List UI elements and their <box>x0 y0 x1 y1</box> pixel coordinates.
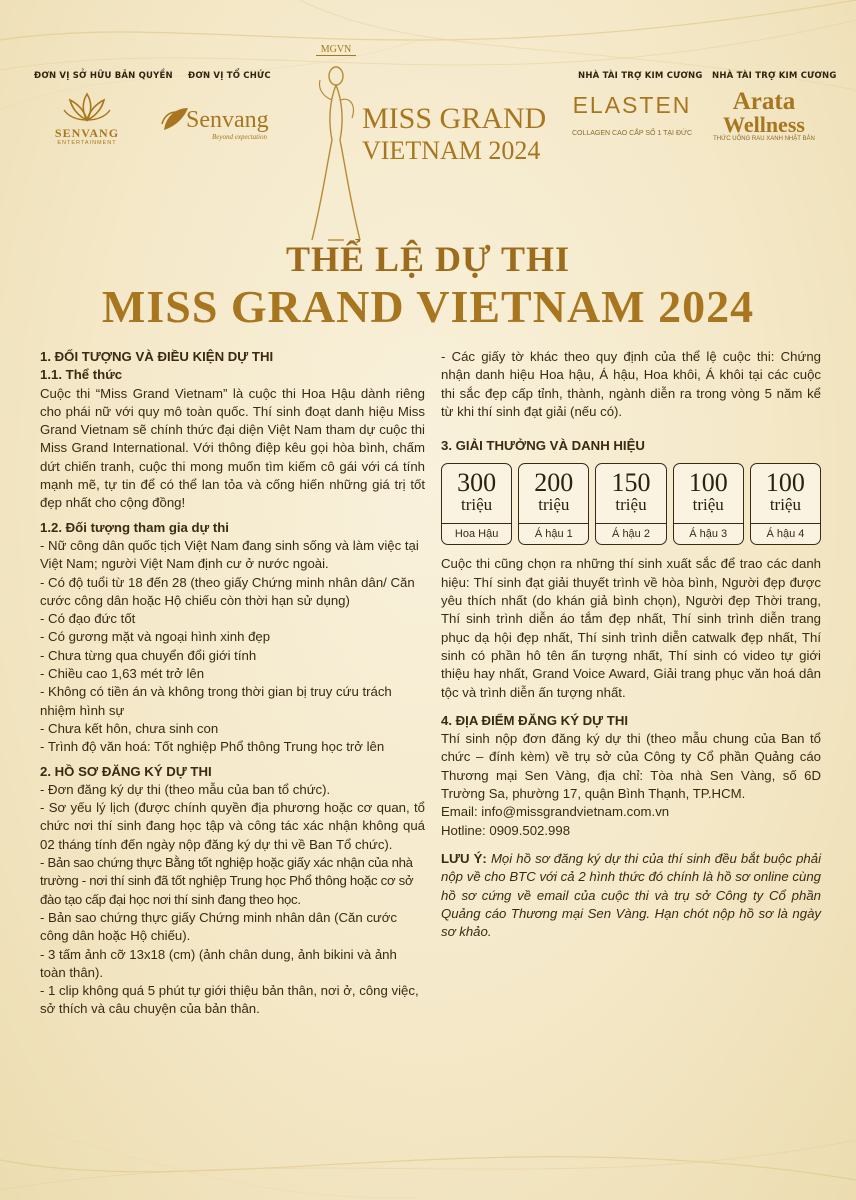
sponsor-label-2: NHÀ TÀI TRỢ KIM CƯƠNG <box>712 71 837 81</box>
eligibility-item: - Có đạo đức tốt <box>40 611 136 627</box>
mgvn-crown-badge: MGVN <box>316 44 356 56</box>
senvang-entertainment-name: SENVANG <box>54 126 120 140</box>
prize-list <box>441 463 821 545</box>
senvang-organizer-name: Senvang <box>186 107 269 133</box>
prize-card <box>750 463 821 545</box>
section-2-heading: 2. HỒ SƠ ĐĂNG KÝ DỰ THI <box>40 763 212 779</box>
woman-silhouette-icon <box>308 60 364 242</box>
miss-grand-logo-line1: MISS GRAND <box>362 102 547 135</box>
section-1-heading: 1. ĐỐI TƯỢNG VÀ ĐIỀU KIỆN DỰ THI <box>40 349 274 364</box>
eligibility-item: - Chưa kết hôn, chưa sinh con <box>40 720 219 736</box>
sponsor-label-1: NHÀ TÀI TRỢ KIM CƯƠNG <box>578 71 703 81</box>
senvang-entertainment-sub: ENTERTAINMENT <box>57 140 117 146</box>
copyright-owner-label: ĐƠN VỊ SỞ HỮU BẢN QUYỀN <box>34 71 173 81</box>
prize-unit: triệu <box>461 495 493 515</box>
section-3-body: Cuộc thi cũng chọn ra những thí sinh xuất sắc để trao các danh hiệu: Thí sinh đạt giải thuyết trình về hòa bình, Người đẹp được yêu thích nhất (do khán giả bình chọn), Người đẹp Thời trang, Thí sinh trình diễn áo tắm đẹp nhất, Thí sinh trình diễn trang phục dạ hội đẹp nhất, Thí sinh trình diễn catwalk đẹp nhất, Thí sinh có phần hô tên ấn tượng nhất, Thí sinh có video tự giới thiệu hay nhất, Grand Voice Award, Giải trang phục văn hoá dân tộc và trình diễn ấn tượng nhất. <box>441 556 821 700</box>
note-label: LƯU Ý: <box>441 850 487 866</box>
page-title-line1: THỂ LỆ DỰ THI <box>285 239 571 279</box>
prize-title: Hoa Hậu <box>442 523 511 544</box>
document-item: - Bản sao chứng thực giấy Chứng minh nhân dân (Căn cước công dân hoặc Hộ chiếu). <box>40 909 397 944</box>
prize-card <box>441 463 512 545</box>
elasten-tagline: COLLAGEN CAO CẤP SỐ 1 TẠI ĐỨC <box>571 130 693 137</box>
prize-title: Á hậu 1 <box>519 523 588 544</box>
document-item: - Bản sao chứng thực Bằng tốt nghiệp hoặc giấy xác nhận của nhà trường - nơi thí sinh đã tốt nghiệp Trung học Phổ thông hoặc cơ sở đào tạo cấp đại học nơi thí sinh đang theo học. <box>40 855 414 907</box>
elasten-name: ELASTEN <box>572 92 692 118</box>
lotus-icon <box>62 92 112 122</box>
eligibility-item: - Có độ tuổi từ 18 đến 28 (theo giấy Chứng minh nhân dân/ Căn cước công dân hoặc Hộ chiếu còn thời hạn sử dụng) <box>40 574 415 608</box>
section-2-continued: - Các giấy tờ khác theo quy định của thể lệ cuộc thi: Chứng nhận danh hiệu Hoa hậu, Á hậu, Hoa khôi, Á khôi tại các cuộc thi sắc đẹp cấp tỉnh, thành, ngành diễn ra trong vòng 5 năm kể từ khi thí sinh đạt giải (nếu có). <box>441 349 821 419</box>
document-item: - 1 clip không quá 5 phút tự giới thiệu bản thân, nơi ở, công việc, sở thích và câu chuyện của bản thân. <box>40 983 419 1017</box>
section-4-heading: 4. ĐỊA ĐIỂM ĐĂNG KÝ DỰ THI <box>441 712 629 728</box>
prize-title: Á hậu 3 <box>674 523 743 544</box>
document-item: - 3 tấm ảnh cỡ 13x18 (cm) (ảnh chân dung, ảnh bikini và ảnh toàn thân). <box>40 946 397 980</box>
eligibility-item: - Trình độ văn hoá: Tốt nghiệp Phổ thông Trung học trở lên <box>40 739 385 755</box>
arata-tagline: THỨC UỐNG RAU XANH NHẬT BẢN <box>713 136 815 142</box>
prize-amount: 300 <box>457 468 497 498</box>
arata-name: Arata <box>732 88 796 115</box>
senvang-entertainment-logo <box>50 92 124 152</box>
prize-amount: 150 <box>611 468 651 498</box>
document-item: - Sơ yếu lý lịch (được chính quyền địa phương hoặc cơ quan, tổ chức nơi thí sinh đang học tập và công tác xác nhận không quá 02 tháng tính đến ngày nộp đăng ký dự thi về Ban Tổ chức). <box>40 800 425 852</box>
prize-amount: 100 <box>688 468 728 498</box>
prize-unit: triệu <box>692 495 724 515</box>
organizer-label: ĐƠN VỊ TỔ CHỨC <box>188 71 271 81</box>
prize-amount: 100 <box>765 468 805 498</box>
prize-unit: triệu <box>769 495 801 515</box>
section-1-1-body: Cuộc thi “Miss Grand Vietnam” là cuộc thi Hoa Hậu dành riêng cho phái nữ với quy mô toàn quốc. Thí sinh đoạt danh hiệu Miss Grand Vietnam sẽ chính thức đại diện Việt Nam tham dự cuộc thi Miss Grand International. Với thông điệp kêu gọi hòa bình, chấm dứt chiến tranh, cuộc thi mong muốn tìm kiếm cô gái với cá tính mạnh mẽ, tự tin để có thể lan tỏa và cống hiến những giá trị tốt đẹp nhất cho cộng đồng! <box>40 385 425 511</box>
right-column <box>441 348 821 941</box>
contact-email: Email: info@missgrandvietnam.com.vn <box>441 804 670 820</box>
prize-title: Á hậu 4 <box>751 523 820 544</box>
eligibility-item: - Có gương mặt và ngoại hình xinh đẹp <box>40 629 271 645</box>
prize-unit: triệu <box>615 495 647 515</box>
prize-card <box>673 463 744 545</box>
document-item: - Đơn đăng ký dự thi (theo mẫu của ban tổ chức). <box>40 781 331 797</box>
prize-unit: triệu <box>538 495 570 515</box>
prize-amount: 200 <box>534 468 574 498</box>
miss-grand-vietnam-logo <box>300 40 560 240</box>
prize-title: Á hậu 2 <box>596 523 665 544</box>
eligibility-item: - Nữ công dân quốc tịch Việt Nam đang sinh sống và làm việc tại Việt Nam; người Việt Nam định cư ở nước ngoài. <box>40 537 419 572</box>
prize-card <box>595 463 666 545</box>
page-title-line2: MISS GRAND VIETNAM 2024 <box>101 281 755 332</box>
section-4-body: Thí sinh nộp đơn đăng ký dự thi (theo mẫu chung của Ban tổ chức – đính kèm) về trụ sở của Công ty Cổ phần Quảng cáo Thương mại Sen Vàng, địa chỉ: Tòa nhà Sen Vàng, số 6D Trường Sa, phường 17, quận Bình Thạnh, TP.HCM. <box>441 731 821 802</box>
section-1-2-heading: 1.2. Đối tượng tham gia dự thi <box>40 519 229 535</box>
left-column <box>40 348 425 1019</box>
section-3-heading: 3. GIẢI THƯỞNG VÀ DANH HIỆU <box>441 438 645 454</box>
wellness-name: Wellness <box>723 112 805 137</box>
eligibility-item: - Chiều cao 1,63 mét trở lên <box>40 666 205 682</box>
miss-grand-logo-line2: VIETNAM 2024 <box>362 136 541 165</box>
contact-hotline: Hotline: 0909.502.998 <box>441 822 571 838</box>
section-1-1-heading: 1.1. Thể thức <box>40 367 123 383</box>
senvang-organizer-tagline: Beyond expectation <box>212 133 268 141</box>
prize-card <box>518 463 589 545</box>
eligibility-item: - Chưa từng qua chuyển đổi giới tính <box>40 647 257 663</box>
senvang-organizer-logo <box>160 100 274 148</box>
note <box>441 850 821 941</box>
arata-wellness-logo <box>706 90 822 142</box>
note-body: Mọi hồ sơ đăng ký dự thi của thí sinh đều bắt buộc phải nộp về cho BTC với cả 2 hình thức đó chính là hồ sơ online cùng hồ sơ cứng về email của cuộc thi và trụ sở Công ty Cổ phần Quảng cáo Thương mại Sen Vàng. Hạn chót nộp hồ sơ là ngày sơ khảo. <box>441 850 822 940</box>
decorative-swirl-bottom <box>0 1080 856 1200</box>
elasten-logo <box>568 92 696 137</box>
eligibility-item: - Không có tiền án và không trong thời gian bị truy cứu trách nhiệm hình sự <box>40 684 392 718</box>
